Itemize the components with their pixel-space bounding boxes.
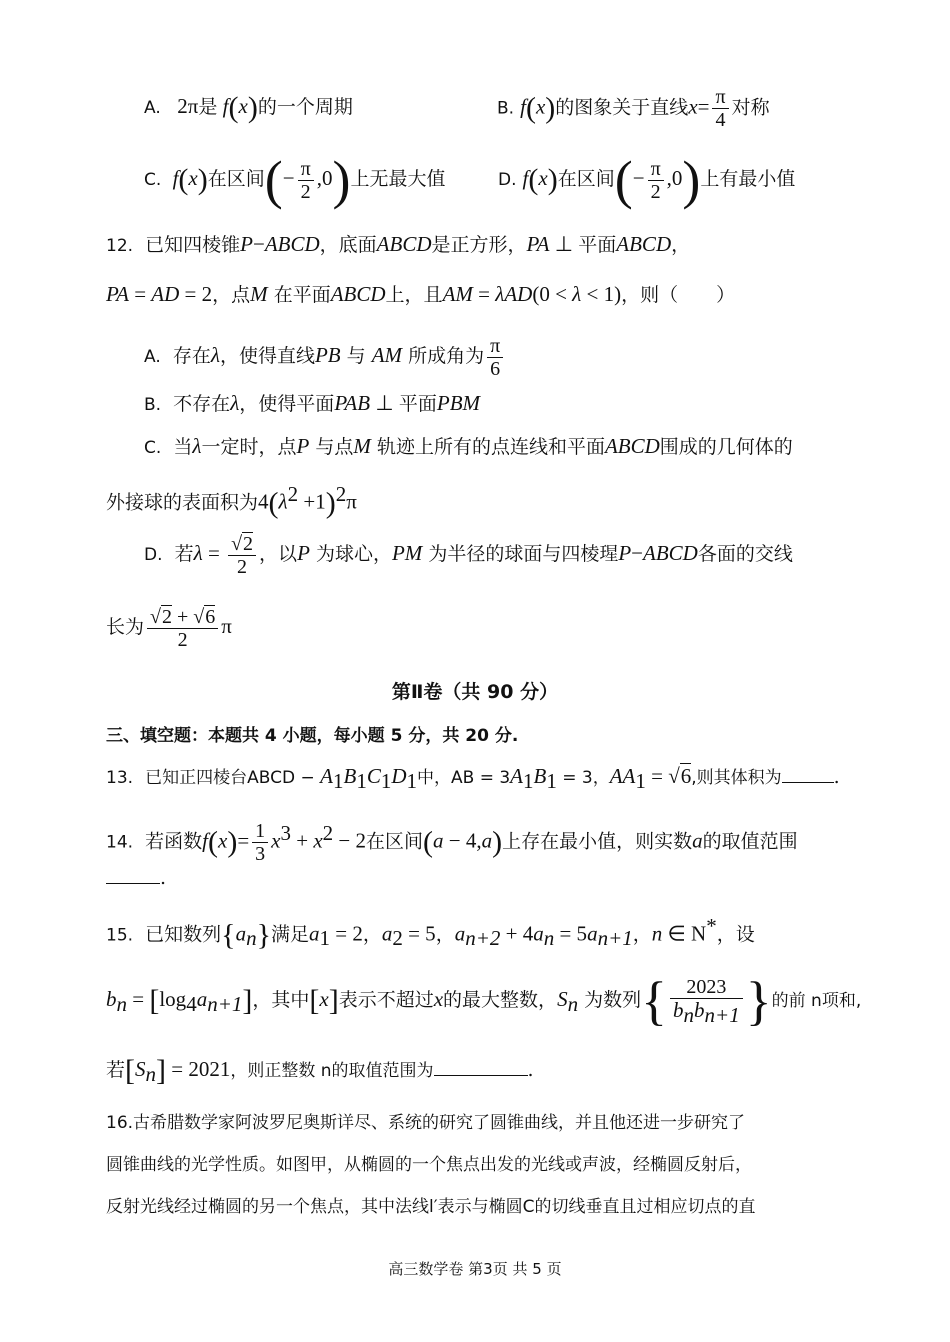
q14-line2: . [106, 864, 166, 892]
q15-line1: 15. 已知数列$\{a_n\}$满足$a_1 = 2$，$a_2 = 5$，$a_{n+2} + 4a_n = 5a_{n+1}$，n ∈ N*，设 [106, 914, 755, 952]
q13: 13. 已知正四棱台ABCD − $A_1B_1C_1D_1$中，AB = $3A_1B_1 = 3$，$AA_1 = √6$,则其体积为 . [106, 764, 840, 793]
section3-heading: 三、填空题：本题共 4 小题，每小题 5 分，共 20 分. [106, 726, 519, 746]
q16-line3: 反射光线经过椭圆的另一个焦点，其中法线l′表示与椭圆C的切线垂直且过相应切点的直 [106, 1197, 756, 1217]
q15-line3: 若$[S_n] = 2021$，则正整数 n的取值范围为 . [106, 1054, 534, 1087]
q14-line1: 14. 若函数f(x)= $\frac{1}{3}$ $x^3 + x^2 - 2$在区间(a − 4,a)上存在最小值，则实数a的取值范围 [106, 819, 798, 865]
q12-stem-line1: 12. 已知四棱锥P−ABCD，底面ABCD是正方形，PA ⊥ 平面ABCD， [106, 232, 691, 256]
q11-option-c: C. f(x)在区间(− $\frac{\pi}{2}$ ,0)上无最大值 [144, 150, 446, 210]
q13-answer-blank[interactable] [782, 764, 834, 783]
q12-option-a: A. 存在λ，使得直线PB 与 AM 所成角为 $\frac{\pi}{6}$ [144, 330, 506, 380]
q11-option-d: D. f(x)在区间(− $\frac{\pi}{2}$ ,0)上有最小值 [498, 150, 796, 210]
q15-line2: $b_n = [\log_4a_{n+1}]$，其中[x]表示不超过x的最大整数，$S_n$ 为数列{ $\frac{2023}{b_nb_{n+1}}$ }的前 n项和, [106, 971, 862, 1031]
q12-option-c-line2: 外接球的表面积为$4(\lambda^2 +1)^2\pi$ [106, 482, 357, 520]
q12-option-c-line1: C. 当λ一定时，点P 与点M 轨迹上所有的点连线和平面ABCD围成的几何体的 [144, 434, 793, 458]
q16-line2: 圆锥曲线的光学性质。如图甲，从椭圆的一个焦点出发的光线或声波，经椭圆反射后， [106, 1155, 752, 1175]
q15-answer-blank[interactable] [434, 1057, 528, 1076]
q14-answer-blank[interactable] [106, 865, 160, 884]
q12-stem-line2: PA = AD = 2，点M 在平面ABCD上，且AM = λAD(0 < λ < 1)，则（ ） [106, 282, 736, 306]
page-footer: 高三数学卷 第3页 共 5 页 [388, 1260, 562, 1278]
q11-option-a: A. 2π是 f(x)的一个周期 [144, 91, 353, 124]
q12-option-d-line2: 长为 $\frac{√2 + √6}{2}$ π [106, 605, 232, 651]
part2-title: 第Ⅱ卷（共 90 分） [391, 681, 559, 703]
q11-option-b: B. f(x)的图象关于直线x= $\frac{\pi}{4}$ 对称 [497, 86, 770, 131]
q12-option-d-line1: D. 若λ = $\frac{√2}{2}$ ，以P 为球心，PM 为半径的球面与四棱瑆P−ABCD各面的交线 [144, 532, 793, 578]
q12-option-b: B. 不存在λ，使得平面PAB ⊥ 平面PBM [144, 391, 481, 415]
pi-over-4: $\frac{\pi}{4}$ [712, 86, 728, 131]
q16-line1: 16.古希腊数学家阿波罗尼奥斯详尽、系统的研究了圆锥曲线，并且他还进一步研究了 [106, 1113, 746, 1133]
